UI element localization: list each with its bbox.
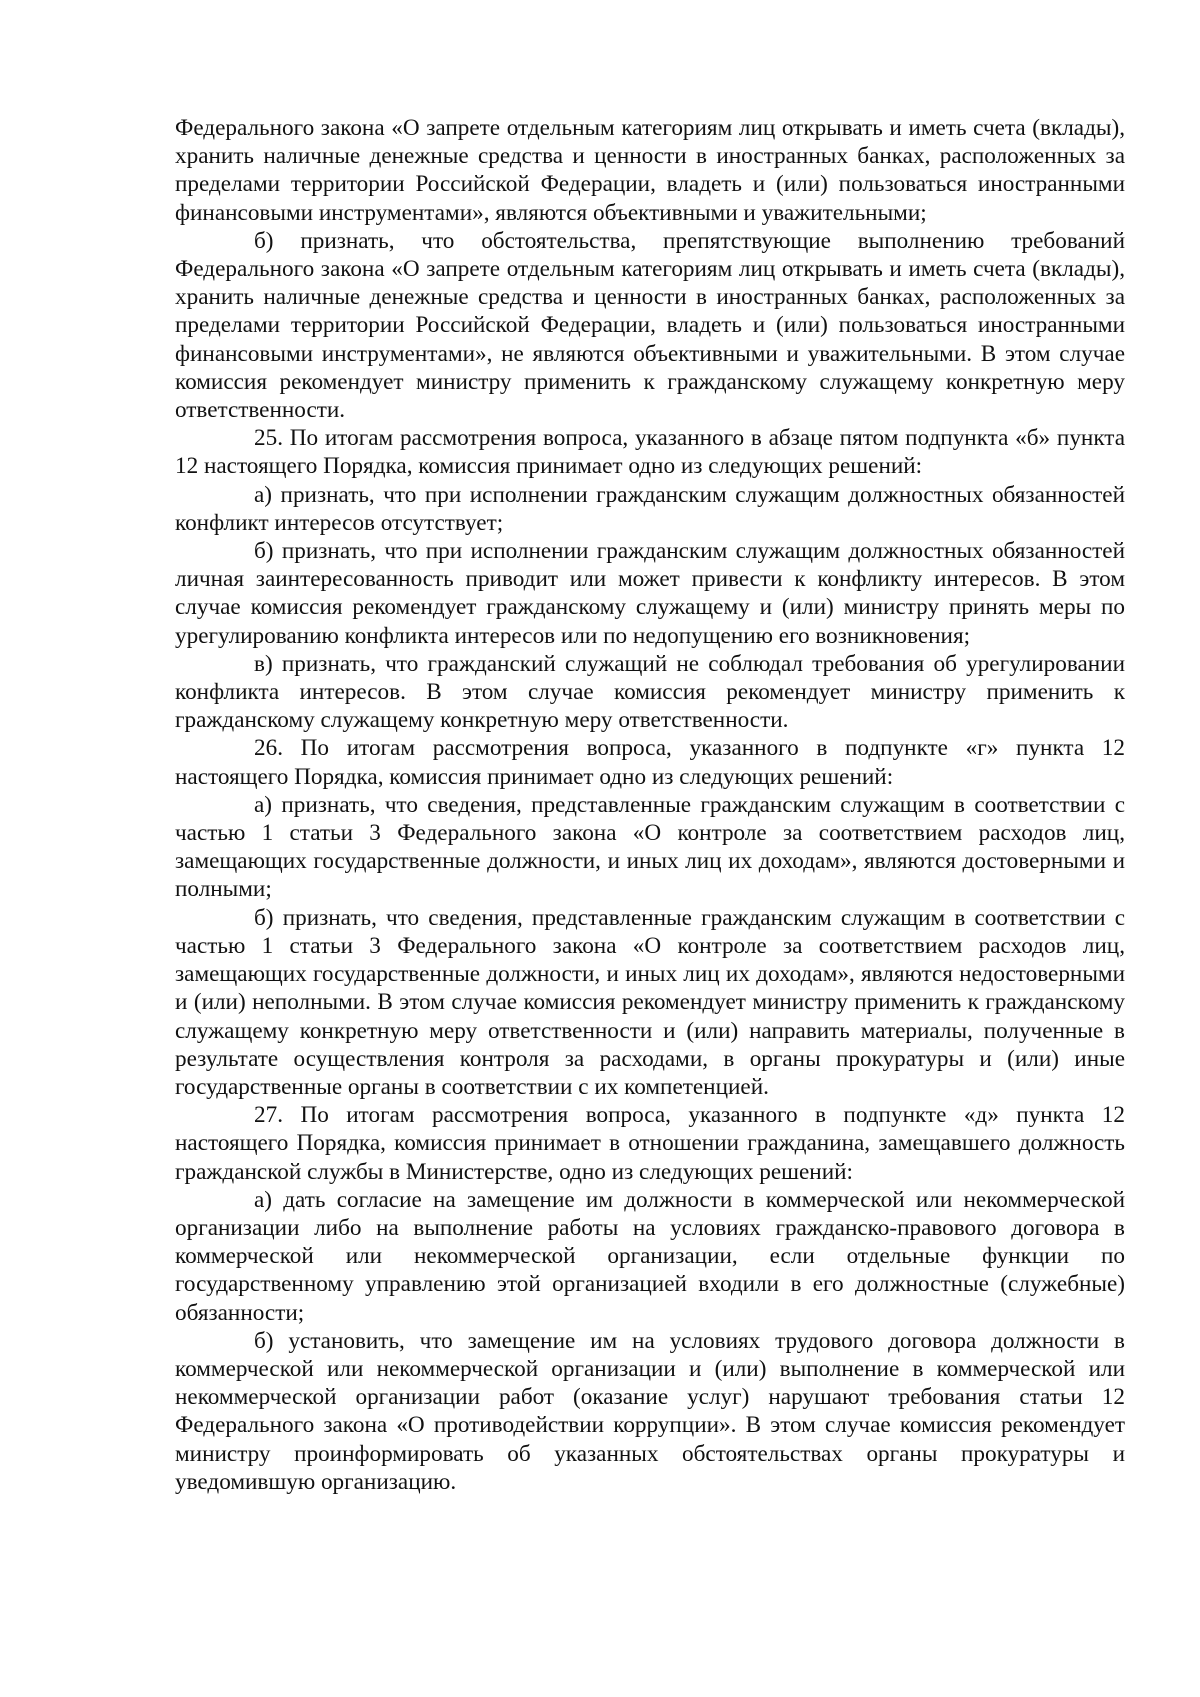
paragraph-24b: б) признать, что обстоятельства, препятствующие выполнению требований Федерального закона «О запрете отдельным категориям лиц открывать и иметь счета (вклады), хранить наличные денежные средства и ценности в иностранных банках, расположенных за пределами территории Российской Федерации, владеть и (или) пользоваться иностранными финансовыми инструментами», не являются объективными и уважительными. В этом случае комиссия рекомендует министру применить к гражданскому служащему конкретную меру ответственности. — [175, 227, 1125, 424]
paragraph-25a: а) признать, что при исполнении гражданским служащим должностных обязанностей конфликт интересов отсутствует; — [175, 481, 1125, 536]
paragraph-25b: б) признать, что при исполнении гражданским служащим должностных обязанностей личная заинтересованность приводит или может привести к конфликту интересов. В этом случае комиссия рекомендует гражданскому служащему и (или) министру принять меры по урегулированию конфликта интересов или по недопущению его возникновения; — [175, 538, 1125, 649]
paragraph-26a: а) признать, что сведения, представленные гражданским служащим в соответствии с частью 1 статьи 3 Федерального закона «О контроле за соответствием расходов лиц, замещающих государственные должности, и иных лиц их доходам», являются достоверными и полными; — [175, 791, 1125, 903]
paragraph-26b: б) признать, что сведения, представленные гражданским служащим в соответствии с частью 1 статьи 3 Федерального закона «О контроле за соответствием расходов лиц, замещающих государственные должности, и иных лиц их доходам», являются недостоверными и (или) неполными. В этом случае комиссия рекомендует министру применить к гражданскому служащему конкретную меру ответственности и (или) направить материалы, полученные в результате осуществления контроля за расходами, в органы прокуратуры и (или) иные государственные органы в соответствии с их компетенцией. — [175, 904, 1125, 1100]
paragraph-27a: а) дать согласие на замещение им должности в коммерческой или некоммерческой организации либо на выполнение работы на условиях гражданско-правового договора в коммерческой или некоммерческой организации, если отдельные функции по государственному управлению этой организацией входили в его должностные (служебные) обязанности; — [175, 1186, 1125, 1326]
paragraph-25c: в) признать, что гражданский служащий не соблюдал требования об урегулировании конфликта интересов. В этом случае комиссия рекомендует министру применить к гражданскому служащему конкретную меру ответственности. — [175, 650, 1125, 734]
paragraph-25: 25. По итогам рассмотрения вопроса, указанного в абзаце пятом подпункта «б» пункта 12 настоящего Порядка, комиссия принимает одно из следующих решений: — [175, 425, 1125, 480]
paragraph-26: 26. По итогам рассмотрения вопроса, указанного в подпункте «г» пункта 12 настоящего Порядка, комиссия принимает одно из следующих решений: — [175, 735, 1125, 790]
paragraph-27b: б) установить, что замещение им на условиях трудового договора должности в коммерческой или некоммерческой организации и (или) выполнение в коммерческой или некоммерческой организации работ (оказание услуг) нарушают требования статьи 12 Федерального закона «О противодействии коррупции». В этом случае комиссия рекомендует министру проинформировать об указанных обстоятельствах органы прокуратуры и уведомившую организацию. — [175, 1327, 1125, 1495]
paragraph-continuation: Федерального закона «О запрете отдельным категориям лиц открывать и иметь счета (вклады), хранить наличные денежные средства и ценности в иностранных банках, расположенных за пределами территории Российской Федерации, владеть и (или) пользоваться иностранными финансовыми инструментами», являются объективными и уважительными; — [175, 115, 1125, 226]
document-page — [175, 114, 1125, 1496]
paragraph-27: 27. По итогам рассмотрения вопроса, указанного в подпункте «д» пункта 12 настоящего Порядка, комиссия принимает в отношении гражданина, замещавшего должность гражданской службы в Министерстве, одно из следующих решений: — [175, 1102, 1125, 1185]
